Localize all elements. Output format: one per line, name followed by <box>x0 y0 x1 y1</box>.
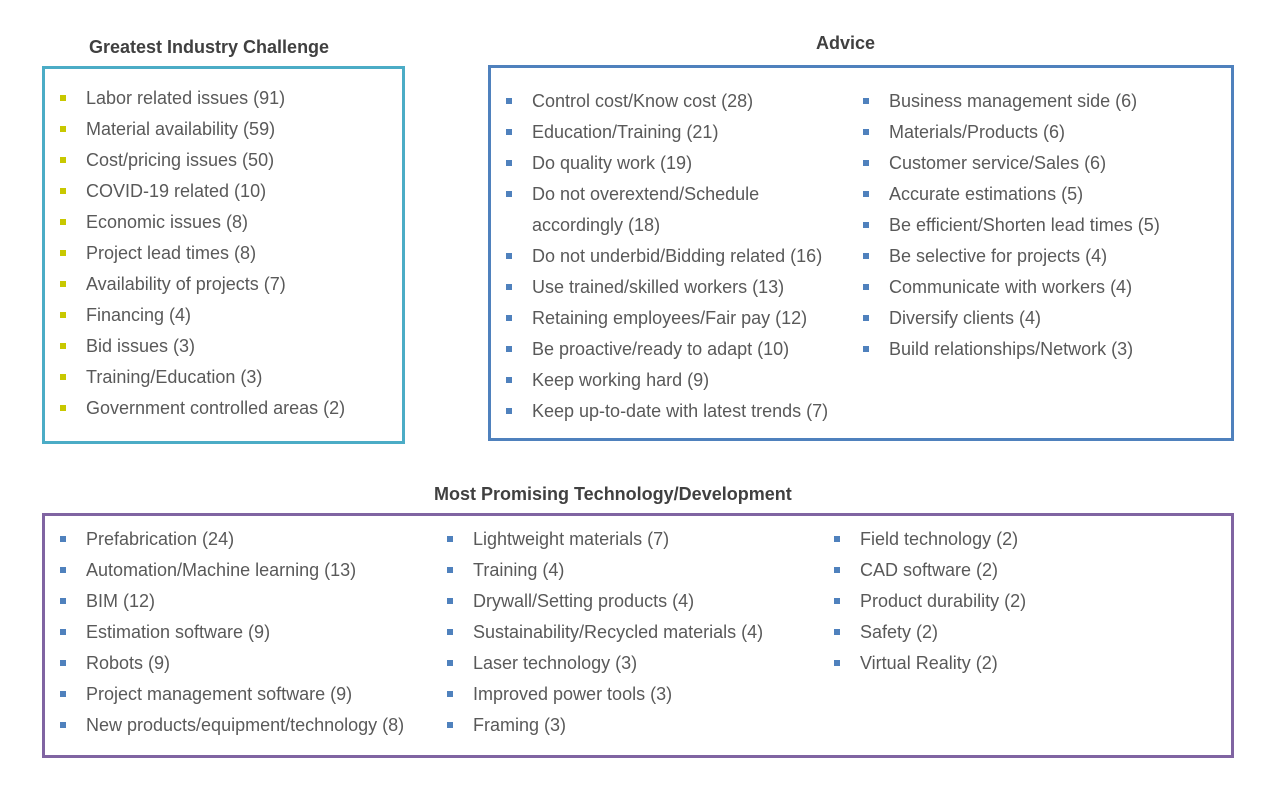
list-item: Project management software (9) <box>58 679 404 710</box>
bullet-icon <box>863 315 869 321</box>
bullet-icon <box>506 160 512 166</box>
bullet-icon <box>863 129 869 135</box>
bullet-icon <box>60 405 66 411</box>
bullet-icon <box>60 250 66 256</box>
list-item: BIM (12) <box>58 586 404 617</box>
list-item: Business management side (6) <box>861 86 1160 117</box>
list-item: Economic issues (8) <box>58 207 345 238</box>
technology-heading: Most Promising Technology/Development <box>434 484 792 504</box>
bullet-icon <box>447 722 453 728</box>
list-item: Sustainability/Recycled materials (4) <box>445 617 763 648</box>
list-item: COVID-19 related (10) <box>58 176 345 207</box>
bullet-icon <box>60 536 66 542</box>
list-item: Lightweight materials (7) <box>445 524 763 555</box>
bullet-icon <box>834 567 840 573</box>
list-item: Virtual Reality (2) <box>832 648 1026 679</box>
bullet-icon <box>447 567 453 573</box>
bullet-icon <box>60 343 66 349</box>
bullet-icon <box>60 188 66 194</box>
bullet-icon <box>60 95 66 101</box>
list-item: Control cost/Know cost (28) <box>504 86 832 117</box>
list-item: Availability of projects (7) <box>58 269 345 300</box>
list-item: Materials/Products (6) <box>861 117 1160 148</box>
list-item: Do not underbid/Bidding related (16) <box>504 241 832 272</box>
list-item: Training/Education (3) <box>58 362 345 393</box>
technology-list-col3 <box>832 524 1026 679</box>
list-item: Keep up-to-date with latest trends (7) <box>504 396 832 427</box>
list-item: Material availability (59) <box>58 114 345 145</box>
bullet-icon <box>447 660 453 666</box>
bullet-icon <box>60 691 66 697</box>
list-item: Be selective for projects (4) <box>861 241 1160 272</box>
bullet-icon <box>863 191 869 197</box>
bullet-icon <box>506 253 512 259</box>
challenge-list <box>58 83 345 424</box>
bullet-icon <box>447 629 453 635</box>
list-item: CAD software (2) <box>832 555 1026 586</box>
list-item: Bid issues (3) <box>58 331 345 362</box>
bullet-icon <box>60 629 66 635</box>
list-item: Do quality work (19) <box>504 148 832 179</box>
bullet-icon <box>863 160 869 166</box>
list-item: Framing (3) <box>445 710 763 741</box>
list-item: Laser technology (3) <box>445 648 763 679</box>
advice-heading: Advice <box>816 33 876 53</box>
bullet-icon <box>834 660 840 666</box>
bullet-icon <box>863 253 869 259</box>
bullet-icon <box>447 691 453 697</box>
bullet-icon <box>506 408 512 414</box>
bullet-icon <box>834 598 840 604</box>
technology-list-col1 <box>58 524 404 741</box>
bullet-icon <box>506 346 512 352</box>
list-item: Robots (9) <box>58 648 404 679</box>
list-item: Financing (4) <box>58 300 345 331</box>
bullet-icon <box>863 98 869 104</box>
bullet-icon <box>60 722 66 728</box>
list-item: Cost/pricing issues (50) <box>58 145 345 176</box>
bullet-icon <box>60 374 66 380</box>
list-item: Labor related issues (91) <box>58 83 345 114</box>
advice-box <box>488 65 1234 441</box>
list-item: Safety (2) <box>832 617 1026 648</box>
list-item: Keep working hard (9) <box>504 365 832 396</box>
technology-list-col2 <box>445 524 763 741</box>
list-item: Automation/Machine learning (13) <box>58 555 404 586</box>
bullet-icon <box>863 284 869 290</box>
list-item: Be proactive/ready to adapt (10) <box>504 334 832 365</box>
bullet-icon <box>60 126 66 132</box>
bullet-icon <box>60 567 66 573</box>
bullet-icon <box>863 222 869 228</box>
list-item: Improved power tools (3) <box>445 679 763 710</box>
challenge-box <box>42 66 405 444</box>
list-item: New products/equipment/technology (8) <box>58 710 404 741</box>
bullet-icon <box>506 191 512 197</box>
bullet-icon <box>60 312 66 318</box>
advice-list-left <box>504 86 832 427</box>
list-item: Estimation software (9) <box>58 617 404 648</box>
bullet-icon <box>506 377 512 383</box>
list-item: Communicate with workers (4) <box>861 272 1160 303</box>
bullet-icon <box>863 346 869 352</box>
advice-list-right <box>861 86 1160 365</box>
bullet-icon <box>506 315 512 321</box>
list-item: Build relationships/Network (3) <box>861 334 1160 365</box>
bullet-icon <box>506 284 512 290</box>
list-item: Use trained/skilled workers (13) <box>504 272 832 303</box>
list-item: Do not overextend/Schedule accordingly (18) <box>504 179 832 241</box>
list-item: Diversify clients (4) <box>861 303 1160 334</box>
list-item: Product durability (2) <box>832 586 1026 617</box>
list-item: Project lead times (8) <box>58 238 345 269</box>
challenge-heading: Greatest Industry Challenge <box>89 37 330 57</box>
list-item: Prefabrication (24) <box>58 524 404 555</box>
list-item: Drywall/Setting products (4) <box>445 586 763 617</box>
list-item: Education/Training (21) <box>504 117 832 148</box>
list-item: Government controlled areas (2) <box>58 393 345 424</box>
bullet-icon <box>506 129 512 135</box>
bullet-icon <box>447 598 453 604</box>
bullet-icon <box>834 536 840 542</box>
list-item: Be efficient/Shorten lead times (5) <box>861 210 1160 241</box>
bullet-icon <box>834 629 840 635</box>
list-item: Customer service/Sales (6) <box>861 148 1160 179</box>
bullet-icon <box>60 157 66 163</box>
list-item: Training (4) <box>445 555 763 586</box>
bullet-icon <box>60 660 66 666</box>
bullet-icon <box>60 598 66 604</box>
technology-box <box>42 513 1234 758</box>
list-item: Field technology (2) <box>832 524 1026 555</box>
list-item: Accurate estimations (5) <box>861 179 1160 210</box>
bullet-icon <box>60 219 66 225</box>
list-item: Retaining employees/Fair pay (12) <box>504 303 832 334</box>
bullet-icon <box>506 98 512 104</box>
bullet-icon <box>447 536 453 542</box>
bullet-icon <box>60 281 66 287</box>
